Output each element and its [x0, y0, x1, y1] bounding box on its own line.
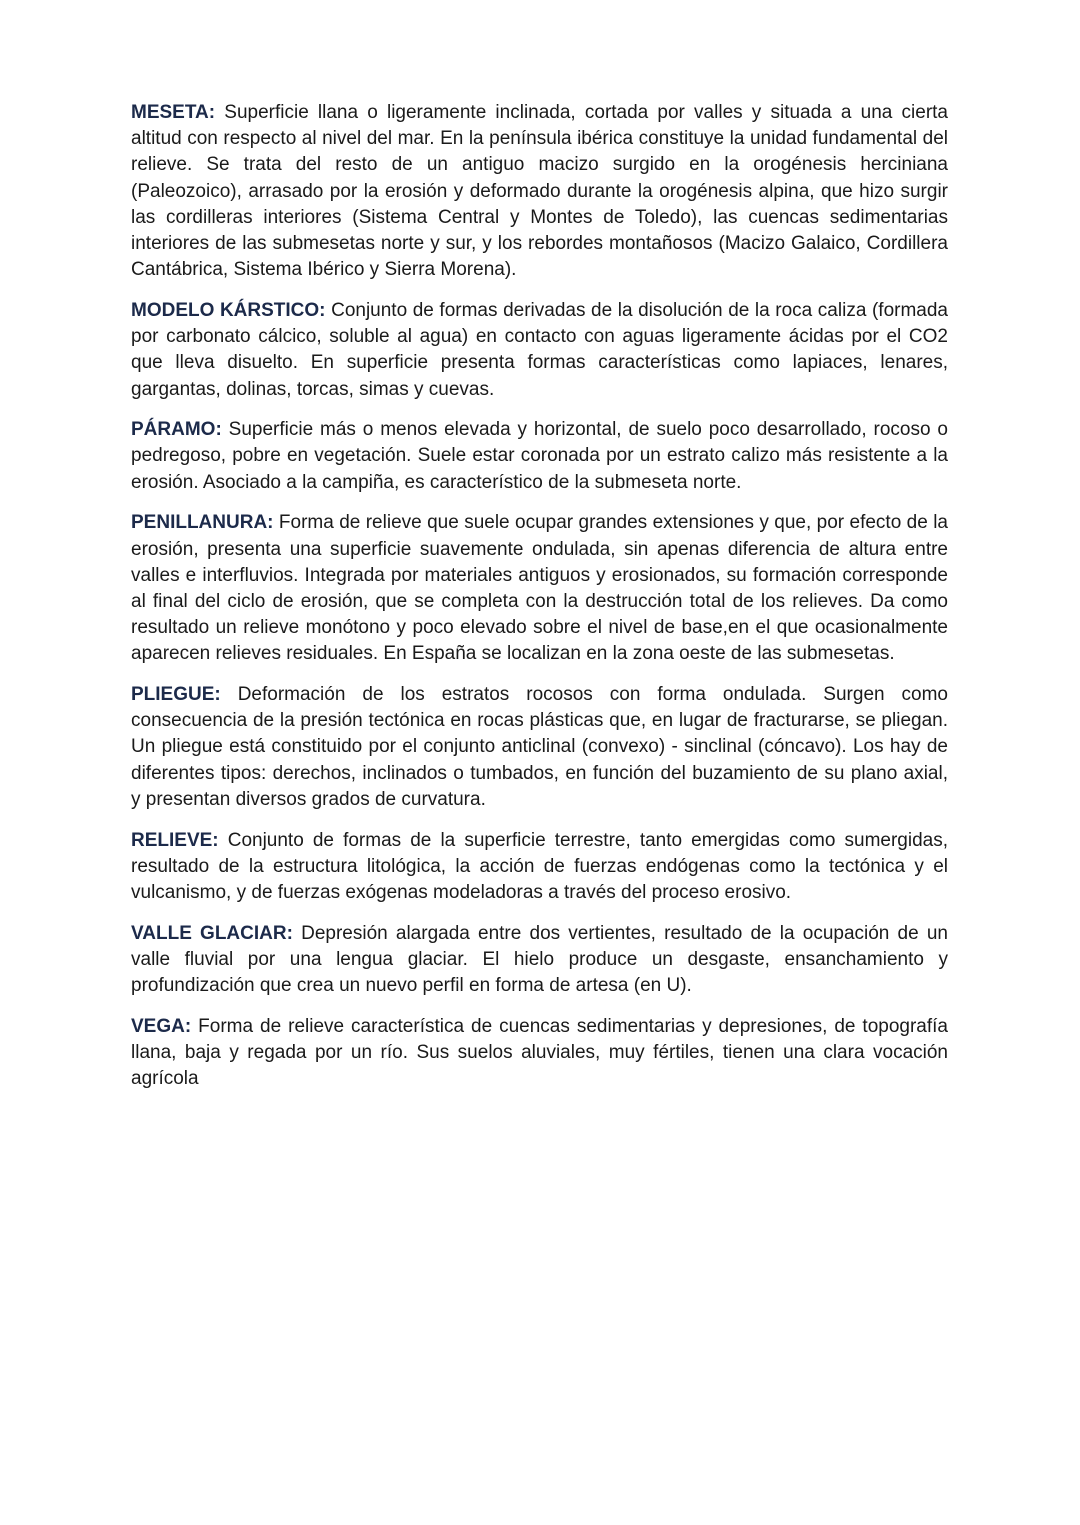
- entry-term: MESETA:: [131, 102, 216, 123]
- entry-term: PÁRAMO:: [131, 419, 222, 441]
- entry-term: VALLE GLACIAR:: [131, 922, 293, 944]
- glossary-entry-vega: [131, 1014, 948, 1093]
- entry-definition: Forma de relieve que suele ocupar grandes extensiones y que, por efecto de la erosión, presenta una superficie suavemente ondulada, sin apenas diferencia de altura entre valles e interfluvios. Integrada por materiales antiguos y erosionados, su formación corresponde al final del ciclo de erosión, que se completa con la destrucción total de los relieves. Da como resultado un relieve monótono y poco elevado sobre el nivel de base,en el que ocasionalmente aparecen relieves residuales. En España se localizan en la zona oeste de las submesetas.: [131, 512, 948, 665]
- entry-definition: Deformación de los estratos rocosos con forma ondulada. Surgen como consecuencia de la presión tectónica en rocas plásticas que, en lugar de fracturarse, se pliegan. Un pliegue está constituido por el conjunto anticlinal (convexo) - sinclinal (cóncavo). Los hay de diferentes tipos: derechos, inclinados o tumbados, en función del buzamiento de su plano axial, y presentan diversos grados de curvatura.: [131, 684, 949, 810]
- entry-definition: Superficie más o menos elevada y horizontal, de suelo poco desarrollado, rocoso o pedregoso, pobre en vegetación. Suele estar coronada por un estrato calizo más resistente a la erosión. Asociado a la campiña, es característico de la submeseta norte.: [131, 419, 948, 493]
- entry-definition: Conjunto de formas de la superficie terrestre, tanto emergidas como sumergidas, resultado de la estructura litológica, la acción de fuerzas endógenas como la tectónica y el vulcanismo, y de fuerzas exógenas modeladoras a través del proceso erosivo.: [131, 829, 949, 903]
- glossary-entry-relieve: [131, 828, 948, 907]
- entry-definition: Superficie llana o ligeramente inclinada, cortada por valles y situada a una cierta altitud con respecto al nivel del mar. En la península ibérica constituye la unidad fundamental del relieve. Se trata del resto de un antiguo macizo surgido en la orogénesis herciniana (Paleozoico), arrasado por la erosión y deformado durante la orogénesis alpina, que hizo surgir las cordilleras interiores (Sistema Central y Montes de Toledo), las cuencas sedimentarias interiores de las submesetas norte y sur, y los rebordes montañosos (Macizo Galaico, Cordillera Cantábrica, Sistema Ibérico y Sierra Morena).: [131, 102, 948, 281]
- glossary-entry-penillanura: [131, 510, 948, 667]
- entry-term: VEGA:: [131, 1015, 192, 1037]
- glossary-entry-pliegue: [131, 682, 948, 813]
- entry-definition: Forma de relieve característica de cuencas sedimentarias y depresiones, de topografía llana, baja y regada por un río. Sus suelos aluviales, muy fértiles, tienen una clara vocación agrícola: [131, 1015, 948, 1090]
- glossary-page: [131, 100, 948, 1107]
- entry-definition: Conjunto de formas derivadas de la disolución de la roca caliza (formada por carbonato cálcico, soluble al agua) en contacto con aguas ligeramente ácidas por el CO2 que lleva disuelto. En superficie presenta formas características como lapiaces, lenares, gargantas, dolinas, torcas, simas y cuevas.: [131, 299, 948, 400]
- glossary-entry-meseta: [131, 100, 948, 283]
- entry-definition: Depresión alargada entre dos vertientes, resultado de la ocupación de un valle fluvial por una lengua glaciar. El hielo produce un desgaste, ensanchamiento y profundización que crea un nuevo perfil en forma de artesa (en U).: [131, 922, 948, 997]
- glossary-entry-modelo-karstico: [131, 298, 948, 403]
- glossary-entry-paramo: [131, 417, 948, 496]
- entry-term: PENILLANURA:: [131, 512, 274, 534]
- entry-term: RELIEVE:: [131, 829, 219, 851]
- entry-term: MODELO KÁRSTICO:: [131, 299, 326, 321]
- glossary-entry-valle-glaciar: [131, 921, 948, 1000]
- entry-term: PLIEGUE:: [131, 684, 221, 706]
